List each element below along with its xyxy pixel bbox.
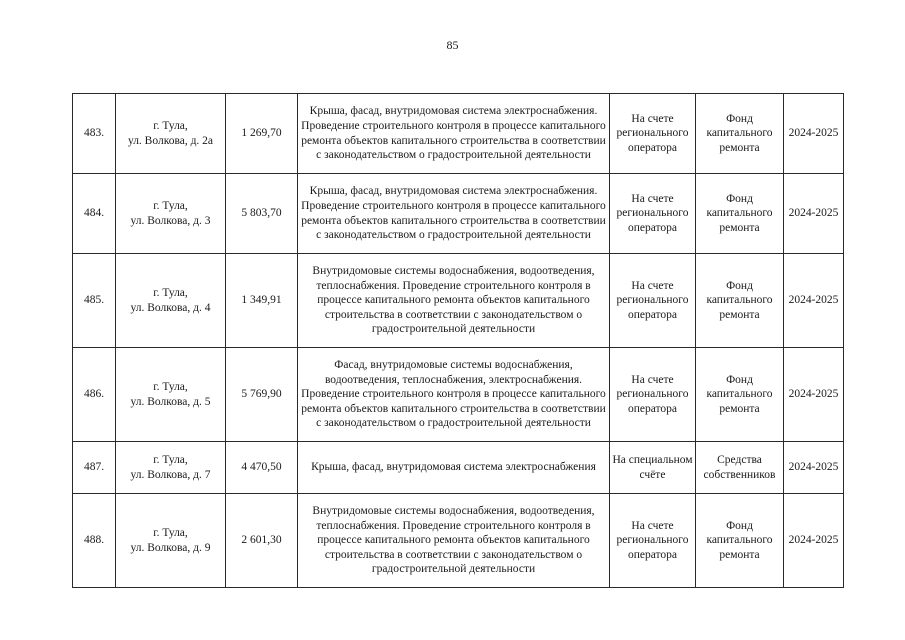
address-street: ул. Волкова, д. 4 bbox=[130, 301, 211, 314]
address-street: ул. Волкова, д. 3 bbox=[130, 214, 211, 227]
address-cell bbox=[116, 442, 226, 494]
funding-cell: Фонд капитального ремонта bbox=[696, 348, 784, 442]
row-number-cell: 484. bbox=[73, 174, 116, 254]
address-city: г. Тула, bbox=[153, 119, 188, 132]
cost-cell: 1 269,70 bbox=[226, 94, 298, 174]
period-cell: 2024-2025 bbox=[784, 94, 844, 174]
address-cell bbox=[116, 174, 226, 254]
address-street: ул. Волкова, д. 7 bbox=[130, 468, 211, 481]
table-row bbox=[73, 94, 844, 174]
cost-cell: 1 349,91 bbox=[226, 254, 298, 348]
address-cell bbox=[116, 348, 226, 442]
works-cell: Крыша, фасад, внутридомовая система электроснабжения. Проведение строительного контроля в процессе капитального ремонта объектов капитального строительства в соответствии с законодательством о градостроительной деятельности bbox=[298, 174, 610, 254]
table-row bbox=[73, 442, 844, 494]
account-cell: На специальном счёте bbox=[610, 442, 696, 494]
funding-cell: Фонд капитального ремонта bbox=[696, 254, 784, 348]
works-cell: Внутридомовые системы водоснабжения, водоотведения, теплоснабжения. Проведение строительного контроля в процессе капитального ремонта объектов капитального строительства в соответствии с законодательством о градостроительной деятельности bbox=[298, 494, 610, 588]
funding-cell: Фонд капитального ремонта bbox=[696, 94, 784, 174]
account-cell: На счете регионального оператора bbox=[610, 348, 696, 442]
period-cell: 2024-2025 bbox=[784, 254, 844, 348]
address-street: ул. Волкова, д. 9 bbox=[130, 541, 211, 554]
works-cell: Крыша, фасад, внутридомовая система электроснабжения bbox=[298, 442, 610, 494]
funding-cell: Фонд капитального ремонта bbox=[696, 494, 784, 588]
address-cell bbox=[116, 494, 226, 588]
account-cell: На счете регионального оператора bbox=[610, 174, 696, 254]
table-row bbox=[73, 348, 844, 442]
address-city: г. Тула, bbox=[153, 199, 188, 212]
cost-cell: 5 803,70 bbox=[226, 174, 298, 254]
address-cell bbox=[116, 254, 226, 348]
period-cell: 2024-2025 bbox=[784, 494, 844, 588]
period-cell: 2024-2025 bbox=[784, 174, 844, 254]
account-cell: На счете регионального оператора bbox=[610, 94, 696, 174]
row-number-cell: 487. bbox=[73, 442, 116, 494]
period-cell: 2024-2025 bbox=[784, 348, 844, 442]
funding-cell: Средства собственников bbox=[696, 442, 784, 494]
works-cell: Крыша, фасад, внутридомовая система электроснабжения. Проведение строительного контроля в процессе капитального ремонта объектов капитального строительства в соответствии с законодательством о градостроительной деятельности bbox=[298, 94, 610, 174]
account-cell: На счете регионального оператора bbox=[610, 494, 696, 588]
address-city: г. Тула, bbox=[153, 453, 188, 466]
address-street: ул. Волкова, д. 5 bbox=[130, 395, 211, 408]
row-number-cell: 485. bbox=[73, 254, 116, 348]
funding-cell: Фонд капитального ремонта bbox=[696, 174, 784, 254]
account-cell: На счете регионального оператора bbox=[610, 254, 696, 348]
period-cell: 2024-2025 bbox=[784, 442, 844, 494]
row-number-cell: 488. bbox=[73, 494, 116, 588]
row-number-cell: 483. bbox=[73, 94, 116, 174]
address-city: г. Тула, bbox=[153, 380, 188, 393]
address-city: г. Тула, bbox=[153, 286, 188, 299]
address-city: г. Тула, bbox=[153, 526, 188, 539]
row-number-cell: 486. bbox=[73, 348, 116, 442]
repair-program-table bbox=[72, 93, 844, 588]
cost-cell: 2 601,30 bbox=[226, 494, 298, 588]
table-row bbox=[73, 254, 844, 348]
address-cell bbox=[116, 94, 226, 174]
table-row bbox=[73, 174, 844, 254]
table-row bbox=[73, 494, 844, 588]
cost-cell: 5 769,90 bbox=[226, 348, 298, 442]
page-number: 85 bbox=[446, 38, 459, 52]
cost-cell: 4 470,50 bbox=[226, 442, 298, 494]
address-street: ул. Волкова, д. 2а bbox=[127, 134, 214, 147]
works-cell: Фасад, внутридомовые системы водоснабжения, водоотведения, теплоснабжения, электроснабжения. Проведение строительного контроля в процессе капитального ремонта объектов капитального строительства в соответствии с законодательством о градостроительной деятельности bbox=[298, 348, 610, 442]
works-cell: Внутридомовые системы водоснабжения, водоотведения, теплоснабжения. Проведение строительного контроля в процессе капитального ремонта объектов капитального строительства в соответствии с законодательством о градостроительной деятельности bbox=[298, 254, 610, 348]
